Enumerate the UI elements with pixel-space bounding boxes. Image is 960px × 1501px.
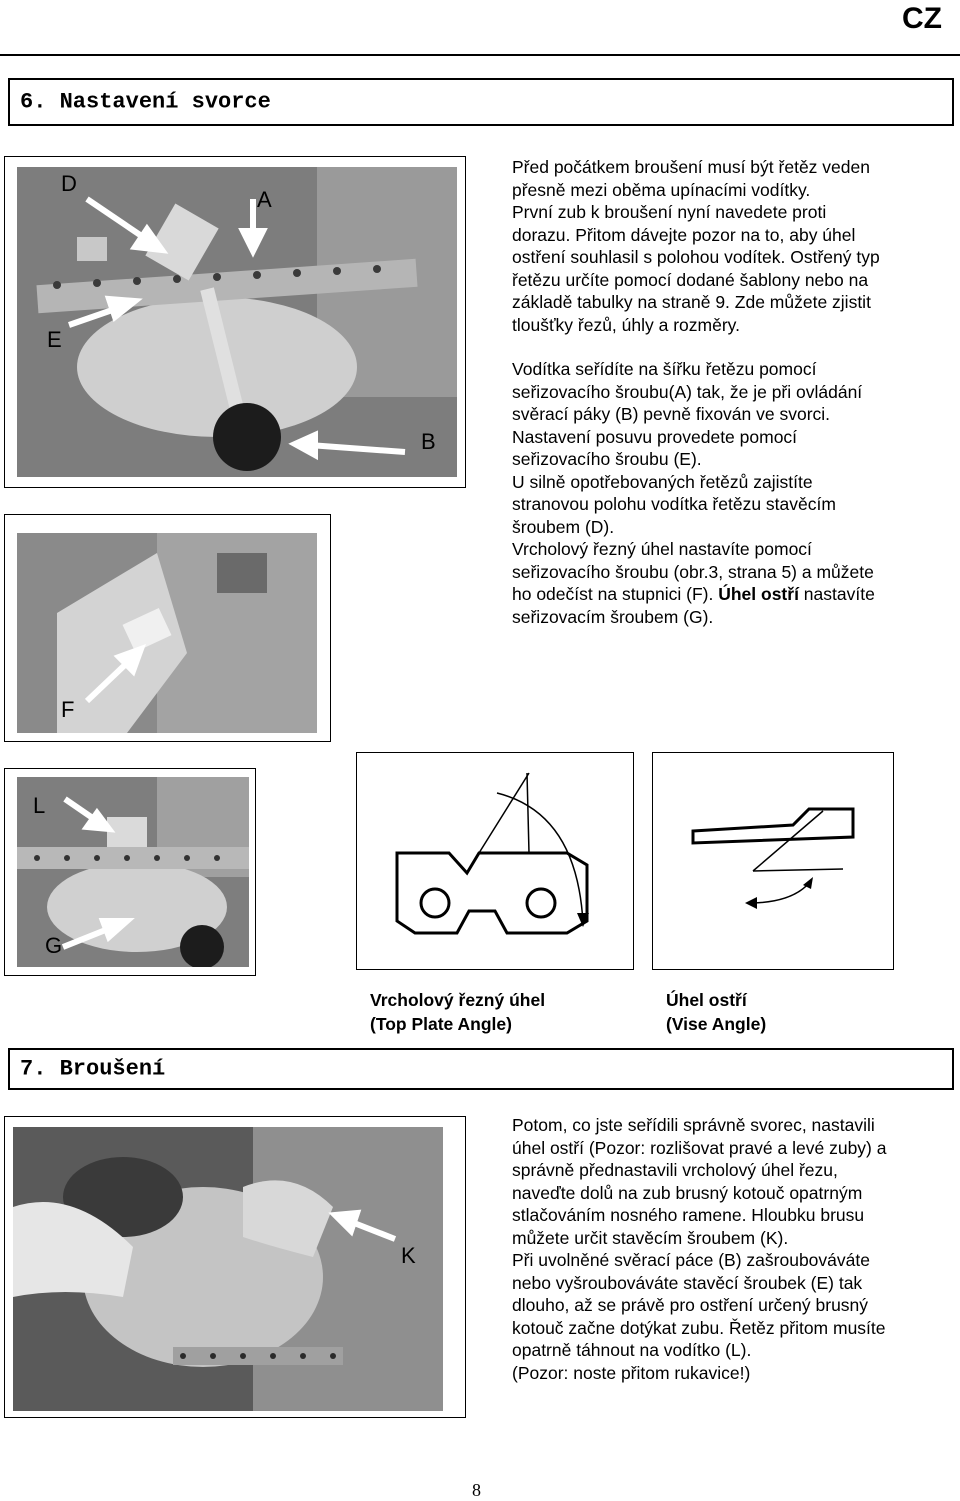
caption-vise-angle: Úhel ostří (Vise Angle) <box>666 990 767 1034</box>
photo-grinding-frame <box>4 1116 466 1418</box>
caption-top-plate-angle: Vrcholový řezný úhel (Top Plate Angle) <box>370 990 546 1034</box>
photo-clamp-arrows <box>17 167 457 477</box>
label-g: G <box>45 933 63 958</box>
label-f: F <box>61 697 75 722</box>
vise-angle-diagram <box>652 752 894 970</box>
photo-scale-frame <box>4 514 331 742</box>
paragraph-chain-guide: Před počátkem broušení musí být řetěz veden přesně mezi oběma upínacími vodítky. První zub k broušení nyní navedete proti dorazu. Přitom dávejte pozor na to, aby úhel ostření souhlasil s polohou vodítek. Ostřený typ řetězu určíte pomocí dodané šablony nebo na základě tabulky na straně 9. Zde můžete zjistit tloušťky řezů, úhly a rozměry. <box>512 157 880 335</box>
paragraph-clamp-adjust <box>512 358 952 628</box>
label-a: A <box>257 187 272 212</box>
photo-clamp-frame <box>4 156 466 488</box>
label-k: K <box>401 1243 416 1268</box>
top-plate-angle-diagram <box>356 752 634 970</box>
paragraph-clamp-adjust-bold: Úhel ostří <box>718 584 799 604</box>
label-b: B <box>421 429 436 454</box>
language-code: CZ <box>902 2 942 35</box>
section-6-title: 6. Nastavení svorce <box>20 89 271 115</box>
photo-grinding <box>13 1127 443 1411</box>
label-d: D <box>61 171 77 196</box>
section-7-heading <box>8 1048 954 1090</box>
label-l: L <box>33 793 46 818</box>
paragraph-grinding: Potom, co jste seřídili správně svorec, nastavili úhel ostří (Pozor: rozlišovat pravé a levé zuby) a správně přednastavili vrcholový úhel řezu, naveďte dolů na zub brusný kotouč opatrným stlačováním nosného ramene. Hloubku brusu můžete určit stavěcím šroubem (K). Při uvolněné svěrací páce (B) zašroubováváte nebo vyšroubováváte stavěcí šroubek (E) tak dlouho, až se právě pro ostření určený brusný kotouč začne dotýkat zubu. Řetěz přitom musíte opatrně táhnout na vodítko (L). (Pozor: noste přitom rukavice!) <box>512 1115 887 1383</box>
paragraph-clamp-adjust-tail: nastavíte seřizovacím šroubem (G). <box>512 584 875 627</box>
photo-grinding-arrow <box>13 1127 443 1411</box>
section-7-title: 7. Broušení <box>20 1056 166 1082</box>
photo-vise-frame <box>4 768 256 976</box>
label-e: E <box>47 327 62 352</box>
section-6-heading <box>8 78 954 126</box>
header-rule <box>0 54 960 56</box>
paragraph-clamp-adjust-main: Vodítka seřídíte na šířku řetězu pomocí seřizovacího šroubu(A) tak, že je při ovládání svěrací páky (B) pevně fixován ve svorci. Nastavení posuvu provedete pomocí seřizovacího šroubu (E). U silně opotřebovaných řetězů zajistíte stranovou polohu vodítka řetězu stavěcím šroubem (D). Vrcholový řezný úhel nastavíte pomocí seřizovacího šroubu (obr.3, strana 5) a můžete ho odečíst na stupnici (F). <box>512 359 874 604</box>
photo-clamp <box>17 167 457 477</box>
page-number: 8 <box>472 1480 481 1500</box>
